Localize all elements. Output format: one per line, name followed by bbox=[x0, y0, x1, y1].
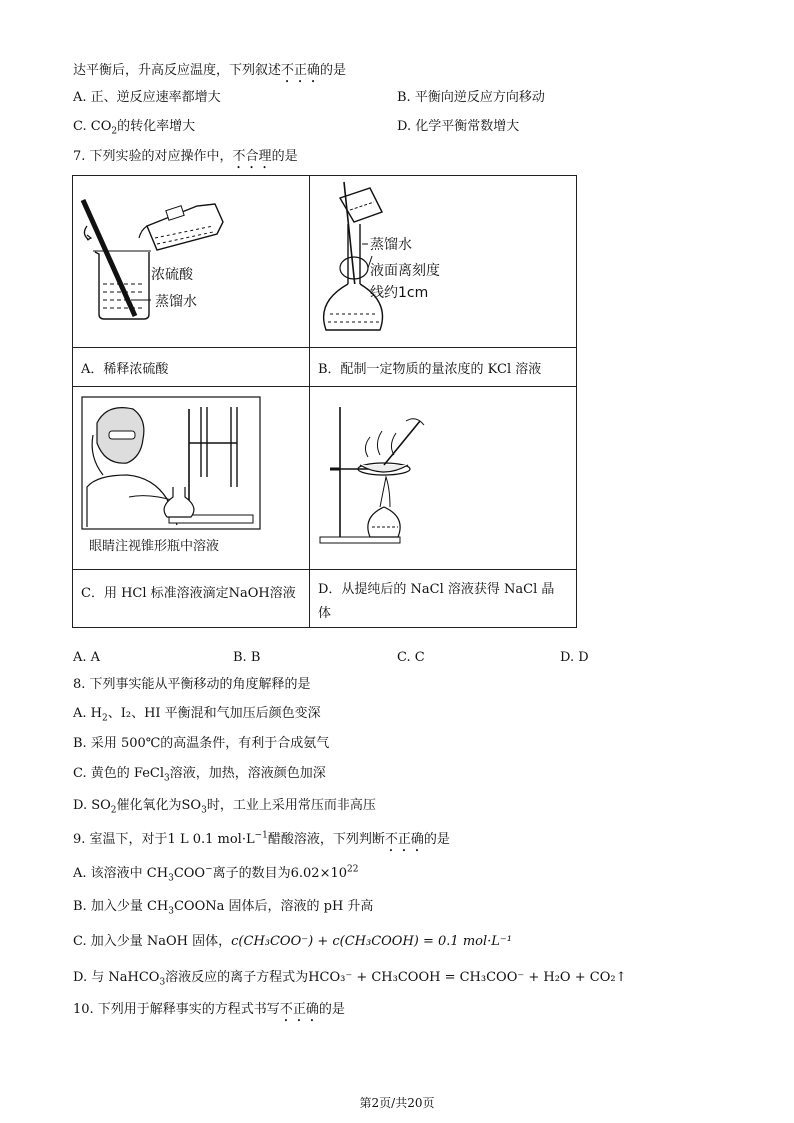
q10-stem: 10. 下列用于解释事实的方程式书写不正确的是 bbox=[73, 1002, 345, 1017]
q6-option-d: D. 化学平衡常数增大 bbox=[397, 119, 520, 134]
q9-option-a: A. 该溶液中 $CH_3COO^-$离子的数目为$6.02\times 10^{22}$ bbox=[73, 864, 359, 884]
caption-d-line2: 体 bbox=[318, 606, 332, 621]
caption-d-cell bbox=[310, 570, 577, 628]
figure-d-cell bbox=[310, 387, 577, 570]
figure-a-cell bbox=[73, 176, 310, 348]
q6-option-a: A. 正、逆反应速率都增大 bbox=[73, 90, 221, 105]
q7-answer-b: B. B bbox=[233, 650, 261, 665]
q9-option-c: C. 加入少量 NaOH 固体，c(CH₃COO⁻) + c(CH₃COOH) = 0.1 mol·L⁻¹ bbox=[73, 934, 512, 949]
q9-d-equation: HCO₃⁻ + CH₃COOH = CH₃COO⁻ + H₂O + CO₂↑ bbox=[308, 970, 627, 985]
q9-c-equation: c(CH₃COO⁻) + c(CH₃COOH) = 0.1 mol·L⁻¹ bbox=[231, 934, 512, 949]
q6-option-c: C. $CO_2$的转化率增大 bbox=[73, 119, 196, 137]
page-footer: 第2页/共20页 bbox=[359, 1096, 435, 1110]
figure-b-cell bbox=[310, 176, 577, 348]
caption-b: B．配制一定物质的量浓度的 KCl 溶液 bbox=[318, 362, 542, 377]
q9-option-d: D. 与 NaHCO$_3$溶液反应的离子方程式为HCO₃⁻ + CH₃COOH = CH₃COO⁻ + H₂O + CO₂↑ bbox=[73, 970, 627, 988]
q8-option-c: C. 黄色的 FeCl$_3$溶液，加热，溶液颜色加深 bbox=[73, 766, 326, 784]
q7-stem: 7. 下列实验的对应操作中，不合理的是 bbox=[73, 149, 298, 164]
label-eye-on-flask: 眼睛注视锥形瓶中溶液 bbox=[89, 539, 220, 554]
caption-c-cell bbox=[73, 570, 310, 628]
caption-d-line1: D．从提纯后的 NaCl 溶液获得 NaCl 晶 bbox=[318, 582, 555, 597]
q7-answer-d: D. D bbox=[560, 650, 589, 665]
caption-b-cell bbox=[310, 348, 577, 387]
q9-option-b: B. 加入少量 $CH_3COONa$ 固体后，溶液的 pH 升高 bbox=[73, 899, 374, 917]
label-distilled-water-b: 蒸馏水 bbox=[370, 237, 412, 253]
q6-stem: 达平衡后，升高反应温度，下列叙述不正确的是 bbox=[73, 63, 347, 78]
evaporation-illustration bbox=[310, 387, 576, 565]
figure-c-cell bbox=[73, 387, 310, 570]
q7-answer-c: C. C bbox=[397, 650, 425, 665]
q9-stem: 9. 室温下，对于1 L 0.1 $mol\cdot L^{-1}$醋酸溶液，下列判断不正确的是 bbox=[73, 830, 450, 847]
label-distilled-water-a: 蒸馏水 bbox=[155, 294, 197, 310]
caption-a: A．稀释浓硫酸 bbox=[81, 362, 169, 377]
label-mark-distance-1: 液面离刻度 bbox=[370, 263, 440, 279]
label-concentrated-acid: 浓硫酸 bbox=[151, 267, 193, 283]
dilute-acid-illustration bbox=[73, 176, 309, 343]
q8-option-b: B. 采用 500℃的高温条件，有利于合成氨气 bbox=[73, 736, 330, 751]
caption-a-cell bbox=[73, 348, 310, 387]
q6-option-b: B. 平衡向逆反应方向移动 bbox=[397, 90, 545, 105]
q7-answer-a: A. A bbox=[73, 650, 101, 665]
caption-c: C．用 HCl 标准溶液滴定NaOH溶液 bbox=[81, 586, 296, 601]
q8-option-d: D. $SO_2$催化氧化为$SO_3$时，工业上采用常压而非高压 bbox=[73, 798, 376, 816]
label-mark-distance-2: 线约1cm bbox=[370, 285, 429, 301]
q8-stem: 8. 下列事实能从平衡移动的角度解释的是 bbox=[73, 677, 311, 692]
q8-option-a: A. $H_2$、I₂、HI 平衡混和气加压后颜色变深 bbox=[73, 706, 321, 724]
q7-figure-table bbox=[72, 175, 577, 628]
volumetric-flask-illustration bbox=[310, 176, 576, 343]
